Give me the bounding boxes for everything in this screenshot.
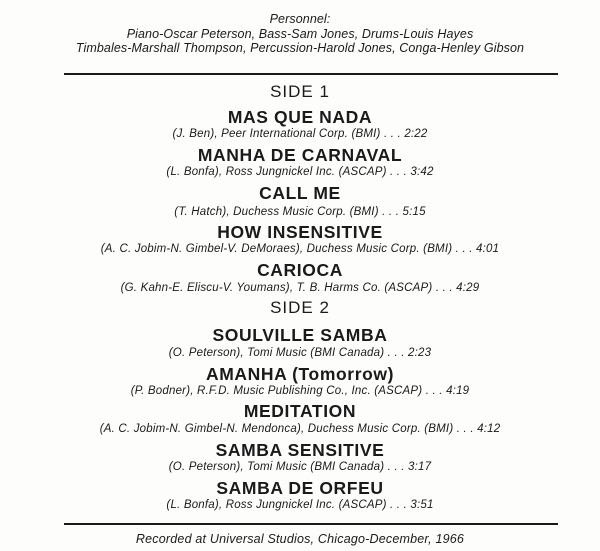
track-credit: (G. Kahn-E. Eliscu-V. Youmans), T. B. Harms Co. (ASCAP) . . . 4:29 [120, 282, 480, 294]
track-credit: (L. Bonfa), Ross Jungnickel Inc. (ASCAP) . . . 3:42 [166, 166, 434, 178]
track-credit: (O. Peterson), Tomi Music (BMI Canada) . . . 2:23 [168, 347, 432, 359]
track-credit: (J. Ben), Peer International Corp. (BMI) . . . 2:22 [172, 128, 428, 140]
track-title: MANHA DE CARNAVAL [197, 145, 403, 165]
side-1-heading: SIDE 1 [270, 82, 330, 101]
track-credit: (T. Hatch), Duchess Music Corp. (BMI) . . . 5:15 [174, 206, 426, 218]
track-title: CARIOCA [257, 260, 343, 280]
recording-note: Recorded at Universal Studios, Chicago-December, 1966 [135, 532, 465, 546]
track-credit: (L. Bonfa), Ross Jungnickel Inc. (ASCAP) . . . 3:51 [166, 499, 434, 511]
personnel-line-1: Piano-Oscar Peterson, Bass-Sam Jones, Drums-Louis Hayes [126, 26, 474, 41]
track-credit: (A. C. Jobim-N. Gimbel-N. Mendonca), Duchess Music Corp. (BMI) . . . 4:12 [99, 423, 501, 435]
track-credit: (A. C. Jobim-N. Gimbel-V. DeMoraes), Duchess Music Corp. (BMI) . . . 4:01 [100, 243, 500, 255]
track-title: HOW INSENSITIVE [217, 222, 383, 242]
top-divider [64, 73, 558, 75]
track-title: MAS QUE NADA [227, 107, 373, 127]
track-title: AMANHA (Tomorrow) [205, 364, 395, 384]
track-title: SOULVILLE SAMBA [212, 325, 388, 345]
side-2-heading: SIDE 2 [270, 298, 330, 317]
track-title: SAMBA SENSITIVE [215, 440, 385, 460]
track-title: SAMBA DE ORFEU [216, 478, 384, 498]
personnel-line-2: Timbales-Marshall Thompson, Percussion-Harold Jones, Conga-Henley Gibson [75, 41, 525, 55]
track-title: MEDITATION [243, 401, 357, 421]
personnel-block [0, 12, 600, 56]
personnel-heading: Personnel: [269, 12, 331, 26]
bottom-divider [64, 523, 558, 525]
track-credit: (P. Bodner), R.F.D. Music Publishing Co., Inc. (ASCAP) . . . 4:19 [130, 385, 470, 397]
track-title: CALL ME [259, 183, 341, 203]
track-credit: (O. Peterson), Tomi Music (BMI Canada) . . . 3:17 [168, 461, 432, 473]
